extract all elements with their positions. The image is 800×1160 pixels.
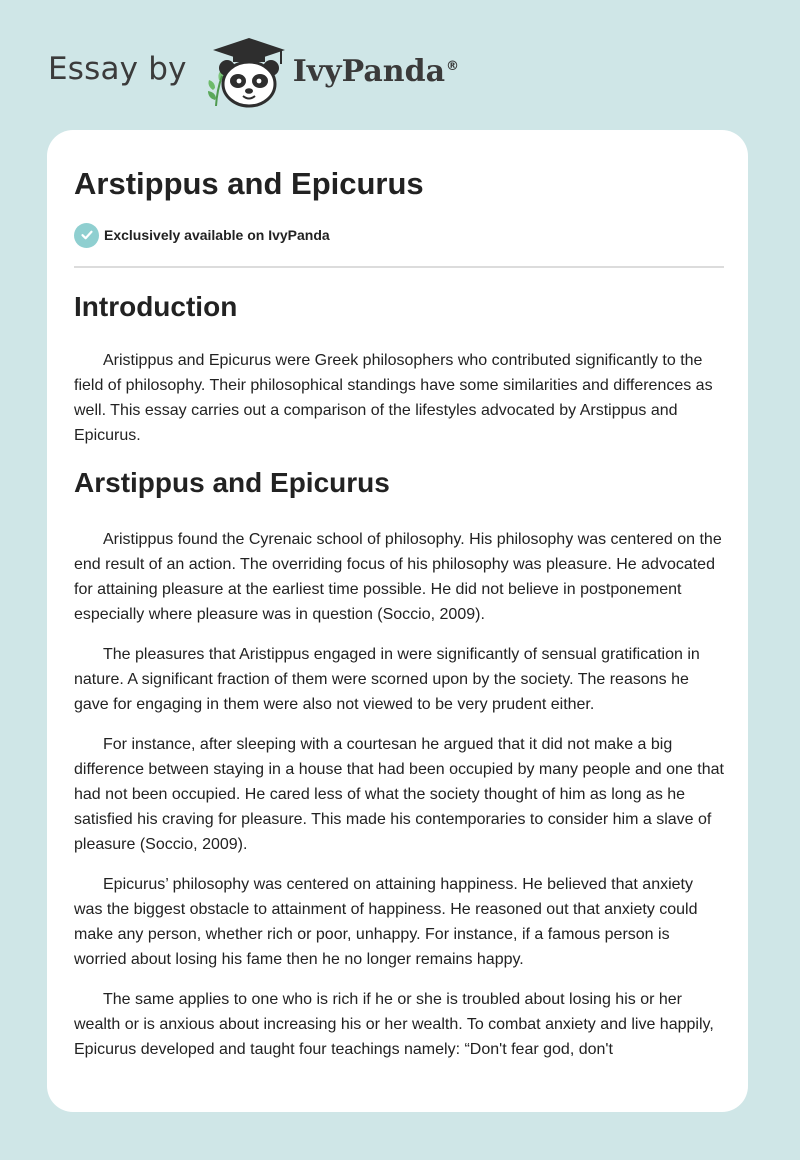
paragraph: Aristippus and Epicurus were Greek philosophers who contributed significantly to the field of philosophy. Their philosophical standings have some similarities and differences as well. This essay carries out a comparison of the lifestyles advocated by Arstippus and Epicurus. — [74, 352, 713, 444]
section-heading-arstippus-and-epicurus: Arstippus and Epicurus — [74, 467, 390, 498]
paragraph: For instance, after sleeping with a courtesan he argued that it did not make a big difference between staying in a house that had been occupied by many people and one that had not been occupied. He cared less of what the society thought of him as long as he satisfied his craving for pleasure. This made his contemporaries to consider him a slave of pleasure (Soccio, 2009). — [74, 736, 724, 853]
brand-text: IvyPanda — [292, 53, 446, 89]
panda-logo-icon — [203, 34, 289, 110]
title-divider — [74, 266, 724, 268]
paragraph: The same applies to one who is rich if he or she is troubled about losing his or her wealth or is anxious about increasing his or her wealth. To combat anxiety and live happily, Epicurus developed and taught four teachings namely: “Don't fear god, don't — [74, 991, 714, 1058]
essay-content — [74, 130, 724, 1062]
essay-card — [47, 130, 748, 1112]
badge-label: Exclusively available on IvyPanda — [104, 227, 330, 243]
exclusive-badge — [74, 222, 724, 248]
paragraph: The pleasures that Aristippus engaged in were significantly of sensual gratification in nature. A significant fraction of them were scorned upon by the society. The reasons he gave for engaging in them were also not viewed to be very prudent either. — [74, 646, 700, 713]
site-header — [48, 34, 459, 110]
paragraph: Aristippus found the Cyrenaic school of philosophy. His philosophy was centered on the end result of an action. The overriding focus of his philosophy was pleasure. He advocated for attaining pleasure at the earliest time possible. He did not believe in postponement especially where pleasure was in question (Soccio, 2009). — [74, 531, 722, 623]
brand-name[interactable] — [293, 54, 459, 89]
essay-by-label: Essay by — [48, 51, 187, 87]
essay-title: Arstippus and Epicurus — [74, 166, 424, 201]
paragraph: Epicurus’ philosophy was centered on attaining happiness. He believed that anxiety was the biggest obstacle to attainment of happiness. He reasoned out that anxiety could make any person, whether rich or poor, unhappy. For instance, if a famous person is worried about losing his fame then he no longer remains happy. — [74, 876, 698, 968]
registered-mark: ® — [446, 58, 460, 74]
check-circle-icon — [74, 223, 99, 248]
section-heading-introduction: Introduction — [74, 291, 238, 322]
